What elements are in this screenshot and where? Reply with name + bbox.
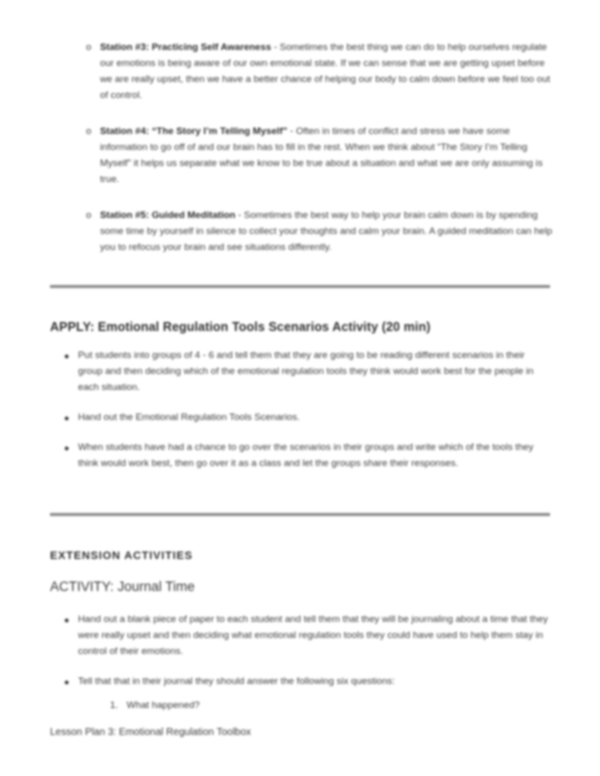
bullet-icon: ● [64, 677, 70, 687]
list-item [64, 612, 548, 660]
bullet-icon: ● [64, 615, 70, 625]
list-item [64, 348, 548, 396]
list-item [64, 440, 548, 472]
station-label: Station #3: Practicing Self Awareness [100, 42, 272, 53]
station-text: - Sometimes the best way to help your brain calm down is by spending some time by yourself in silence to collect your thoughts and calm your brain. A guided meditation can help you to refocus your brain and see situations differently. [100, 210, 553, 253]
list-item-text: Hand out a blank piece of paper to each student and tell them that they will be journaling about a time that they were really upset and then deciding what emotional regulation tools they could have used to help them stay in control of their emotions. [78, 614, 548, 657]
question-text: What happened? [126, 700, 200, 711]
bullet-icon: ● [64, 413, 70, 423]
question-list [110, 700, 200, 711]
section-divider [50, 513, 550, 516]
list-item [64, 410, 548, 426]
extension-list [64, 612, 548, 704]
page-footer: Lesson Plan 3: Emotional Regulation Toolbox [50, 727, 252, 738]
bullet-icon: o [86, 126, 92, 137]
bullet-icon: ● [64, 351, 70, 361]
station-list [86, 40, 555, 276]
extension-heading: EXTENSION ACTIVITIES [50, 550, 193, 562]
apply-heading: APPLY: Emotional Regulation Tools Scenarios Activity (20 min) [50, 320, 431, 334]
activity-title: ACTIVITY: Journal Time [50, 579, 195, 594]
list-item-text: Tell that that in their journal they should answer the following six questions: [78, 676, 395, 687]
list-item-text: Hand out the Emotional Regulation Tools Scenarios. [78, 412, 300, 423]
station-label: Station #5: Guided Meditation [100, 210, 236, 221]
station-text: - Sometimes the best thing we can do to help ourselves regulate our emotions is being aware of our own emotional state. If we can sense that we are getting upset before we are really upset, then we have a better chance of helping our body to calm down before we feel too out of control. [100, 42, 551, 101]
question-number: 1. [110, 700, 119, 711]
bullet-icon: o [86, 210, 92, 221]
list-item [64, 674, 548, 690]
station-label: Station #4: “The Story I’m Telling Myself” [100, 126, 288, 137]
apply-list [64, 348, 548, 486]
station-item [86, 208, 555, 256]
station-item [86, 124, 555, 188]
list-item-text: Put students into groups of 4 - 6 and tell them that they are going to be reading different scenarios in their group and then deciding which of the emotional regulation tools they think would work best for the people in each situation. [78, 350, 534, 393]
bullet-icon: o [86, 42, 92, 53]
question-item [110, 700, 200, 711]
bullet-icon: ● [64, 443, 70, 453]
list-item-text: When students have had a chance to go over the scenarios in their groups and write which of the tools they think would work best, then go over it as a class and let the groups share their responses. [78, 442, 534, 469]
section-divider [50, 285, 550, 288]
station-text: - Often in times of conflict and stress we have some information to go off of and our brain has to fill in the rest. When we think about “The Story I’m Telling Myself” it helps us separate what we know to be true about a situation and what we are only assuming is true. [100, 126, 543, 185]
station-item [86, 40, 555, 104]
